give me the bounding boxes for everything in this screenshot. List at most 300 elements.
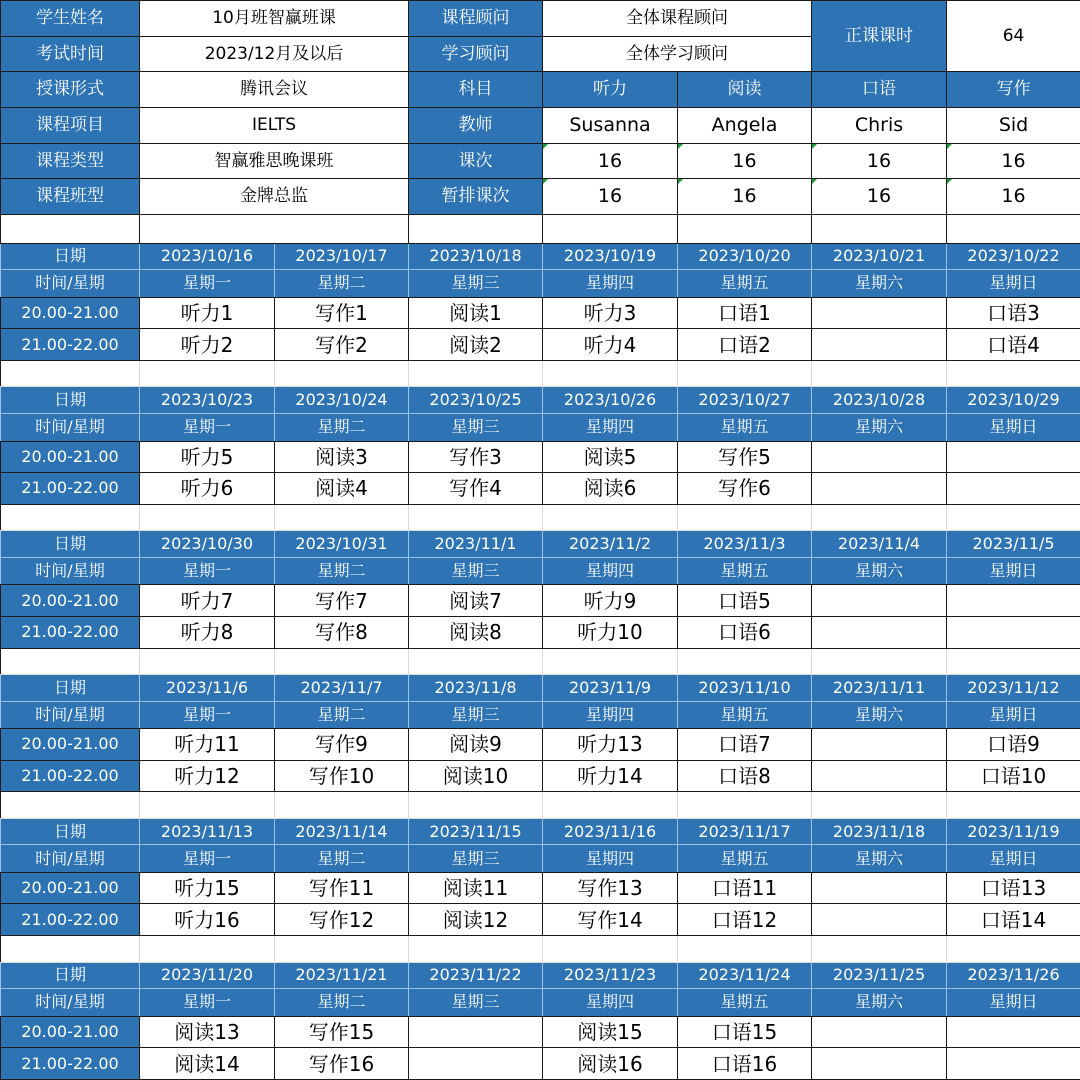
student-name-value[interactable]: 10月班智赢班课 <box>140 1 409 37</box>
format-label: 授课形式 <box>1 72 140 108</box>
weekday-header: 星期六 <box>812 270 947 298</box>
date-header: 2023/11/25 <box>812 962 947 989</box>
weekday-header: 星期四 <box>543 989 678 1017</box>
date-header: 2023/11/21 <box>275 962 409 989</box>
weekday-header: 星期四 <box>543 845 678 873</box>
class-cell[interactable]: 口语8 <box>678 760 812 792</box>
info-row-5 <box>1 143 1080 179</box>
spacer-cell[interactable] <box>678 648 812 675</box>
class-cell[interactable]: 阅读9 <box>409 729 543 761</box>
weekday-header: 星期五 <box>678 701 812 729</box>
course-consultant-value[interactable]: 全体课程顾问 <box>543 1 812 37</box>
class-cell[interactable]: 听力3 <box>543 297 678 329</box>
info-row-4 <box>1 108 1080 144</box>
course-type-value[interactable]: 智赢雅思晚课班 <box>140 143 409 179</box>
exam-time-label: 考试时间 <box>1 36 140 72</box>
weekday-header: 星期一 <box>140 701 275 729</box>
date-header: 2023/11/24 <box>678 962 812 989</box>
class-cell[interactable]: 写作4 <box>409 473 543 505</box>
date-header: 2023/11/1 <box>409 531 543 558</box>
weekday-header: 星期六 <box>812 845 947 873</box>
class-cell[interactable]: 阅读8 <box>409 616 543 648</box>
class-cell[interactable]: 写作6 <box>678 473 812 505</box>
study-consultant-value[interactable]: 全体学习顾问 <box>543 36 812 72</box>
class-cell[interactable] <box>812 473 947 505</box>
project-label: 课程项目 <box>1 108 140 144</box>
weekday-header: 星期一 <box>140 557 275 585</box>
weekday-header: 星期日 <box>947 989 1080 1017</box>
weekday-header: 星期五 <box>678 270 812 298</box>
class-cell[interactable]: 阅读2 <box>409 329 543 361</box>
class-cell[interactable]: 听力5 <box>140 441 275 473</box>
weekday-header: 星期六 <box>812 989 947 1017</box>
class-cell[interactable]: 口语4 <box>947 329 1080 361</box>
sessions-reading[interactable]: 16 <box>678 143 812 179</box>
spacer-cell[interactable] <box>947 648 1080 675</box>
class-cell[interactable] <box>812 585 947 617</box>
spacer-cell[interactable] <box>1 792 140 819</box>
spacer-cell[interactable] <box>409 792 543 819</box>
spacer-cell[interactable] <box>543 360 678 387</box>
class-cell[interactable]: 写作15 <box>275 1016 409 1048</box>
class-cell[interactable]: 写作12 <box>275 904 409 936</box>
date-label: 日期 <box>1 387 140 414</box>
info-row-3 <box>1 72 1080 108</box>
class-cell[interactable]: 阅读15 <box>543 1016 678 1048</box>
time-slot-label: 21.00-22.00 <box>1 616 140 648</box>
weekday-header: 星期六 <box>812 701 947 729</box>
weekday-header: 星期二 <box>275 270 409 298</box>
week-1-date-row <box>1 243 1080 270</box>
date-header: 2023/11/6 <box>140 675 275 702</box>
date-header: 2023/10/28 <box>812 387 947 414</box>
date-header: 2023/11/4 <box>812 531 947 558</box>
class-cell[interactable] <box>812 904 947 936</box>
class-cell[interactable]: 写作7 <box>275 585 409 617</box>
blank-cell[interactable] <box>140 215 409 244</box>
class-cell[interactable]: 写作14 <box>543 904 678 936</box>
class-cell[interactable]: 口语11 <box>678 872 812 904</box>
week-1-weekday-row <box>1 270 1080 298</box>
info-row-1 <box>1 1 1080 37</box>
week-6-weekday-row <box>1 989 1080 1017</box>
class-cell[interactable]: 听力2 <box>140 329 275 361</box>
class-cell[interactable]: 听力1 <box>140 297 275 329</box>
class-cell[interactable]: 口语16 <box>678 1048 812 1080</box>
date-header: 2023/10/31 <box>275 531 409 558</box>
class-cell[interactable] <box>947 585 1080 617</box>
class-cell[interactable]: 听力16 <box>140 904 275 936</box>
subject-label: 科目 <box>409 72 543 108</box>
class-cell[interactable] <box>947 1016 1080 1048</box>
class-cell[interactable]: 听力4 <box>543 329 678 361</box>
time-slot-label: 20.00-21.00 <box>1 729 140 761</box>
teacher-listening[interactable]: Susanna <box>543 108 678 144</box>
date-header: 2023/11/18 <box>812 818 947 845</box>
class-cell[interactable]: 口语1 <box>678 297 812 329</box>
weekday-header: 星期三 <box>409 989 543 1017</box>
weekday-header: 星期一 <box>140 413 275 441</box>
sessions-label: 课次 <box>409 143 543 179</box>
sessions-listening[interactable]: 16 <box>543 143 678 179</box>
spacer-cell[interactable] <box>1 936 140 963</box>
spacer-cell[interactable] <box>678 792 812 819</box>
time-slot-label: 20.00-21.00 <box>1 297 140 329</box>
week-4-slot-1-row <box>1 729 1080 761</box>
week-3-slot-2-row <box>1 616 1080 648</box>
subject-writing: 写作 <box>947 72 1080 108</box>
date-header: 2023/11/7 <box>275 675 409 702</box>
week-3-date-row <box>1 531 1080 558</box>
spacer-cell[interactable] <box>947 360 1080 387</box>
spacer-cell[interactable] <box>543 648 678 675</box>
class-cell[interactable] <box>812 729 947 761</box>
subject-speaking: 口语 <box>812 72 947 108</box>
teacher-label: 教师 <box>409 108 543 144</box>
class-cell[interactable]: 阅读3 <box>275 441 409 473</box>
week-2-slot-1-row <box>1 441 1080 473</box>
scheduled-speaking[interactable]: 16 <box>812 179 947 215</box>
teacher-reading[interactable]: Angela <box>678 108 812 144</box>
weekday-header: 星期二 <box>275 557 409 585</box>
spacer-cell[interactable] <box>140 360 275 387</box>
class-cell[interactable]: 阅读7 <box>409 585 543 617</box>
class-cell[interactable]: 听力8 <box>140 616 275 648</box>
date-header: 2023/11/17 <box>678 818 812 845</box>
date-header: 2023/11/3 <box>678 531 812 558</box>
date-header: 2023/11/13 <box>140 818 275 845</box>
weekday-header: 星期三 <box>409 413 543 441</box>
spacer-cell[interactable] <box>812 504 947 531</box>
class-cell[interactable]: 阅读6 <box>543 473 678 505</box>
class-cell[interactable] <box>812 616 947 648</box>
class-cell[interactable]: 口语12 <box>678 904 812 936</box>
class-cell[interactable]: 口语5 <box>678 585 812 617</box>
weekday-header: 星期日 <box>947 845 1080 873</box>
date-header: 2023/10/24 <box>275 387 409 414</box>
class-cell[interactable]: 写作5 <box>678 441 812 473</box>
blank-cell[interactable] <box>678 215 812 244</box>
class-cell[interactable]: 写作11 <box>275 872 409 904</box>
week-6-date-row <box>1 962 1080 989</box>
blank-row <box>1 215 1080 244</box>
spacer-cell[interactable] <box>543 936 678 963</box>
time-slot-label: 21.00-22.00 <box>1 473 140 505</box>
blank-cell[interactable] <box>812 215 947 244</box>
class-cell[interactable]: 听力7 <box>140 585 275 617</box>
spacer-cell[interactable] <box>140 792 275 819</box>
class-cell[interactable]: 听力13 <box>543 729 678 761</box>
class-cell[interactable] <box>409 1048 543 1080</box>
blank-cell[interactable] <box>543 215 678 244</box>
date-label: 日期 <box>1 531 140 558</box>
week-5-slot-2-row <box>1 904 1080 936</box>
spacer-cell[interactable] <box>409 648 543 675</box>
spacer-cell[interactable] <box>1 360 140 387</box>
date-label: 日期 <box>1 818 140 845</box>
subject-listening: 听力 <box>543 72 678 108</box>
class-cell[interactable]: 写作1 <box>275 297 409 329</box>
class-cell[interactable]: 听力10 <box>543 616 678 648</box>
class-cell[interactable]: 口语10 <box>947 760 1080 792</box>
study-consultant-label: 学习顾问 <box>409 36 543 72</box>
blank-cell[interactable] <box>1 215 140 244</box>
class-cell[interactable]: 听力12 <box>140 760 275 792</box>
time-week-label: 时间/星期 <box>1 413 140 441</box>
weekday-header: 星期六 <box>812 413 947 441</box>
class-cell[interactable] <box>812 329 947 361</box>
teacher-speaking[interactable]: Chris <box>812 108 947 144</box>
class-cell[interactable]: 写作8 <box>275 616 409 648</box>
class-cell[interactable]: 听力6 <box>140 473 275 505</box>
weekday-header: 星期三 <box>409 270 543 298</box>
weekday-header: 星期一 <box>140 989 275 1017</box>
time-week-label: 时间/星期 <box>1 701 140 729</box>
class-cell[interactable]: 口语7 <box>678 729 812 761</box>
teacher-writing[interactable]: Sid <box>947 108 1080 144</box>
class-cell[interactable]: 口语9 <box>947 729 1080 761</box>
weekday-header: 星期五 <box>678 989 812 1017</box>
class-cell[interactable]: 写作16 <box>275 1048 409 1080</box>
spacer-cell[interactable] <box>140 936 275 963</box>
spacer-cell[interactable] <box>275 936 409 963</box>
spacer-cell[interactable] <box>1 648 140 675</box>
weekday-header: 星期日 <box>947 557 1080 585</box>
class-cell[interactable] <box>812 1048 947 1080</box>
weekday-header: 星期六 <box>812 557 947 585</box>
date-header: 2023/10/25 <box>409 387 543 414</box>
weekday-header: 星期日 <box>947 270 1080 298</box>
weekday-header: 星期四 <box>543 270 678 298</box>
time-week-label: 时间/星期 <box>1 845 140 873</box>
spacer-cell[interactable] <box>140 504 275 531</box>
date-header: 2023/11/5 <box>947 531 1080 558</box>
spacer-cell[interactable] <box>275 504 409 531</box>
weekday-header: 星期一 <box>140 270 275 298</box>
week-spacer-row <box>1 648 1080 675</box>
exam-time-value[interactable]: 2023/12月及以后 <box>140 36 409 72</box>
class-cell[interactable]: 口语2 <box>678 329 812 361</box>
class-cell[interactable] <box>947 616 1080 648</box>
date-header: 2023/11/16 <box>543 818 678 845</box>
weekday-header: 星期二 <box>275 989 409 1017</box>
class-cell[interactable]: 阅读16 <box>543 1048 678 1080</box>
spacer-cell[interactable] <box>543 504 678 531</box>
week-2-date-row <box>1 387 1080 414</box>
date-header: 2023/10/19 <box>543 243 678 270</box>
spacer-cell[interactable] <box>409 360 543 387</box>
class-type-value[interactable]: 金牌总监 <box>140 179 409 215</box>
class-cell[interactable]: 阅读14 <box>140 1048 275 1080</box>
spacer-cell[interactable] <box>678 504 812 531</box>
week-spacer-row <box>1 504 1080 531</box>
subject-reading: 阅读 <box>678 72 812 108</box>
class-cell[interactable]: 写作2 <box>275 329 409 361</box>
class-cell[interactable] <box>812 441 947 473</box>
date-header: 2023/11/14 <box>275 818 409 845</box>
weekday-header: 星期日 <box>947 701 1080 729</box>
student-name-label: 学生姓名 <box>1 1 140 37</box>
class-cell[interactable]: 口语14 <box>947 904 1080 936</box>
spacer-cell[interactable] <box>409 936 543 963</box>
class-cell[interactable] <box>947 473 1080 505</box>
class-cell[interactable] <box>812 1016 947 1048</box>
time-slot-label: 21.00-22.00 <box>1 904 140 936</box>
week-spacer-row <box>1 360 1080 387</box>
class-cell[interactable]: 口语13 <box>947 872 1080 904</box>
weekday-header: 星期四 <box>543 701 678 729</box>
time-week-label: 时间/星期 <box>1 270 140 298</box>
weekday-header: 星期日 <box>947 413 1080 441</box>
week-5-date-row <box>1 818 1080 845</box>
date-header: 2023/10/26 <box>543 387 678 414</box>
spacer-cell[interactable] <box>678 360 812 387</box>
week-1-slot-2-row <box>1 329 1080 361</box>
weekday-header: 星期二 <box>275 701 409 729</box>
week-5-weekday-row <box>1 845 1080 873</box>
spacer-cell[interactable] <box>947 936 1080 963</box>
class-cell[interactable]: 写作10 <box>275 760 409 792</box>
date-header: 2023/11/2 <box>543 531 678 558</box>
weekday-header: 星期三 <box>409 701 543 729</box>
date-header: 2023/10/23 <box>140 387 275 414</box>
blank-cell[interactable] <box>947 215 1080 244</box>
date-header: 2023/10/27 <box>678 387 812 414</box>
spacer-cell[interactable] <box>543 792 678 819</box>
date-header: 2023/10/18 <box>409 243 543 270</box>
class-cell[interactable]: 阅读5 <box>543 441 678 473</box>
class-cell[interactable]: 阅读12 <box>409 904 543 936</box>
scheduled-listening[interactable]: 16 <box>543 179 678 215</box>
class-cell[interactable]: 听力15 <box>140 872 275 904</box>
class-cell[interactable]: 听力9 <box>543 585 678 617</box>
class-cell[interactable]: 阅读4 <box>275 473 409 505</box>
week-3-slot-1-row <box>1 585 1080 617</box>
spacer-cell[interactable] <box>409 504 543 531</box>
time-slot-label: 21.00-22.00 <box>1 1048 140 1080</box>
class-cell[interactable]: 口语15 <box>678 1016 812 1048</box>
class-cell[interactable]: 写作3 <box>409 441 543 473</box>
spacer-cell[interactable] <box>812 360 947 387</box>
spacer-cell[interactable] <box>275 648 409 675</box>
class-cell[interactable]: 写作13 <box>543 872 678 904</box>
time-slot-label: 20.00-21.00 <box>1 585 140 617</box>
spacer-cell[interactable] <box>678 936 812 963</box>
date-header: 2023/11/12 <box>947 675 1080 702</box>
formal-hours-value[interactable]: 64 <box>947 1 1080 72</box>
course-consultant-label: 课程顾问 <box>409 1 543 37</box>
date-header: 2023/10/20 <box>678 243 812 270</box>
week-4-slot-2-row <box>1 760 1080 792</box>
class-cell[interactable]: 阅读13 <box>140 1016 275 1048</box>
weekday-header: 星期三 <box>409 557 543 585</box>
date-header: 2023/11/9 <box>543 675 678 702</box>
time-slot-label: 20.00-21.00 <box>1 1016 140 1048</box>
class-cell[interactable] <box>409 1016 543 1048</box>
date-header: 2023/11/8 <box>409 675 543 702</box>
class-cell[interactable] <box>812 872 947 904</box>
formal-hours-label: 正课课时 <box>812 1 947 72</box>
time-slot-label: 20.00-21.00 <box>1 872 140 904</box>
project-value[interactable]: IELTS <box>140 108 409 144</box>
blank-cell[interactable] <box>409 215 543 244</box>
weekday-header: 星期三 <box>409 845 543 873</box>
scheduled-label: 暂排课次 <box>409 179 543 215</box>
class-cell[interactable]: 阅读11 <box>409 872 543 904</box>
class-cell[interactable] <box>947 1048 1080 1080</box>
class-cell[interactable]: 阅读1 <box>409 297 543 329</box>
weekday-header: 星期二 <box>275 413 409 441</box>
week-4-date-row <box>1 675 1080 702</box>
date-header: 2023/11/11 <box>812 675 947 702</box>
date-header: 2023/11/10 <box>678 675 812 702</box>
week-4-weekday-row <box>1 701 1080 729</box>
date-header: 2023/11/19 <box>947 818 1080 845</box>
weekday-header: 星期四 <box>543 413 678 441</box>
date-header: 2023/11/20 <box>140 962 275 989</box>
spacer-cell[interactable] <box>275 360 409 387</box>
spacer-cell[interactable] <box>275 792 409 819</box>
class-cell[interactable] <box>947 441 1080 473</box>
spacer-cell[interactable] <box>812 936 947 963</box>
date-header: 2023/10/16 <box>140 243 275 270</box>
spacer-cell[interactable] <box>947 792 1080 819</box>
date-label: 日期 <box>1 962 140 989</box>
week-spacer-row <box>1 936 1080 963</box>
class-cell[interactable]: 口语3 <box>947 297 1080 329</box>
spacer-cell[interactable] <box>1 504 140 531</box>
weekday-header: 星期二 <box>275 845 409 873</box>
class-cell[interactable]: 口语6 <box>678 616 812 648</box>
format-value[interactable]: 腾讯会议 <box>140 72 409 108</box>
class-cell[interactable]: 听力14 <box>543 760 678 792</box>
week-6-slot-2-row <box>1 1048 1080 1080</box>
week-2-weekday-row <box>1 413 1080 441</box>
class-cell[interactable]: 写作9 <box>275 729 409 761</box>
weekday-header: 星期五 <box>678 845 812 873</box>
weekday-header: 星期一 <box>140 845 275 873</box>
scheduled-writing[interactable]: 16 <box>947 179 1080 215</box>
info-row-6 <box>1 179 1080 215</box>
class-cell[interactable] <box>812 297 947 329</box>
class-cell[interactable]: 听力11 <box>140 729 275 761</box>
date-header: 2023/11/26 <box>947 962 1080 989</box>
course-type-label: 课程类型 <box>1 143 140 179</box>
week-2-slot-2-row <box>1 473 1080 505</box>
week-5-slot-1-row <box>1 872 1080 904</box>
class-type-label: 课程班型 <box>1 179 140 215</box>
date-header: 2023/11/23 <box>543 962 678 989</box>
weekday-header: 星期五 <box>678 413 812 441</box>
date-header: 2023/10/17 <box>275 243 409 270</box>
spacer-cell[interactable] <box>140 648 275 675</box>
date-header: 2023/10/30 <box>140 531 275 558</box>
weekday-header: 星期五 <box>678 557 812 585</box>
spacer-cell[interactable] <box>812 792 947 819</box>
spacer-cell[interactable] <box>947 504 1080 531</box>
sessions-writing[interactable]: 16 <box>947 143 1080 179</box>
week-6-slot-1-row <box>1 1016 1080 1048</box>
scheduled-reading[interactable]: 16 <box>678 179 812 215</box>
time-slot-label: 21.00-22.00 <box>1 329 140 361</box>
date-header: 2023/11/22 <box>409 962 543 989</box>
class-cell[interactable]: 阅读10 <box>409 760 543 792</box>
weekday-header: 星期四 <box>543 557 678 585</box>
sessions-speaking[interactable]: 16 <box>812 143 947 179</box>
date-label: 日期 <box>1 675 140 702</box>
spacer-cell[interactable] <box>812 648 947 675</box>
class-cell[interactable] <box>812 760 947 792</box>
